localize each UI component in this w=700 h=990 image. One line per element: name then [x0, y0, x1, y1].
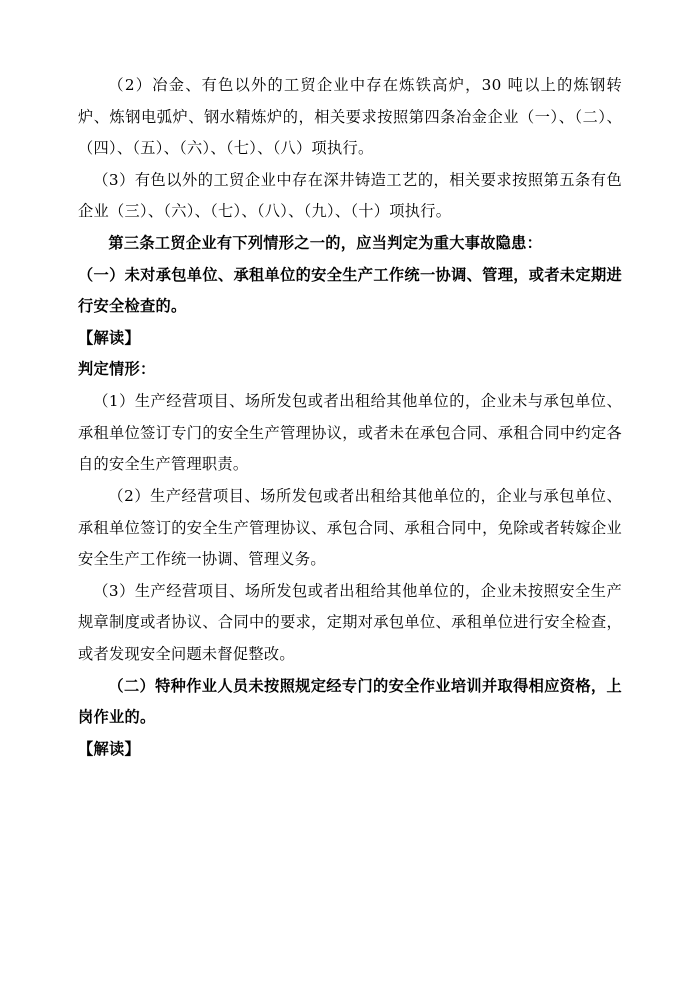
document-body — [78, 70, 622, 765]
paragraph-determination-item-3: （3）生产经营项目、场所发包或者出租给其他单位的，企业未按照安全生产规章制度或者协议、合同中的要求，定期对承包单位、承租单位进行安全检查，或者发现安全问题未督促整改。 — [78, 581, 622, 663]
paragraph-clause-two: （二）特种作业人员未按照规定经专门的安全作业培训并取得相应资格，上岗作业的。 — [78, 676, 622, 727]
paragraph-article-three-heading: 第三条工贸企业有下列情形之一的，应当判定为重大事故隐患： — [108, 234, 543, 253]
paragraph-clause-one: （一）未对承包单位、承租单位的安全生产工作统一协调、管理，或者未定期进行安全检查的。 — [78, 265, 622, 316]
paragraph-determination-item-2: （2）生产经营项目、场所发包或者出租给其他单位的，企业与承包单位、承租单位签订的安全生产管理协议、承包合同、承租合同中，免除或者转嫁企业安全生产工作统一协调、管理义务。 — [78, 486, 622, 569]
paragraph-item-3-deepwell-casting: （3）有色以外的工贸企业中存在深井铸造工艺的，相关要求按照第五条有色企业（三）、（六）、（七）、（八）、（九）、（十）项执行。 — [78, 170, 622, 221]
paragraph-item-2-metallurgy: （2）冶金、有色以外的工贸企业中存在炼铁高炉，30 吨以上的炼钢转炉、炼钢电弧炉、钢水精炼炉的，相关要求按照第四条冶金企业（一）、（二）、（四）、（五）、（六）、（七）、（八）项执行。 — [78, 76, 622, 158]
paragraph-interpretation-label-2: 【解读】 — [78, 739, 140, 758]
paragraph-determination-item-1: （1）生产经营项目、场所发包或者出租给其他单位的，企业未与承包单位、承租单位签订专门的安全生产管理协议，或者未在承包合同、承租合同中约定各自的安全生产管理职责。 — [78, 392, 622, 474]
paragraph-interpretation-label-1: 【解读】 — [78, 328, 140, 347]
paragraph-determination-label: 判定情形： — [78, 360, 156, 379]
